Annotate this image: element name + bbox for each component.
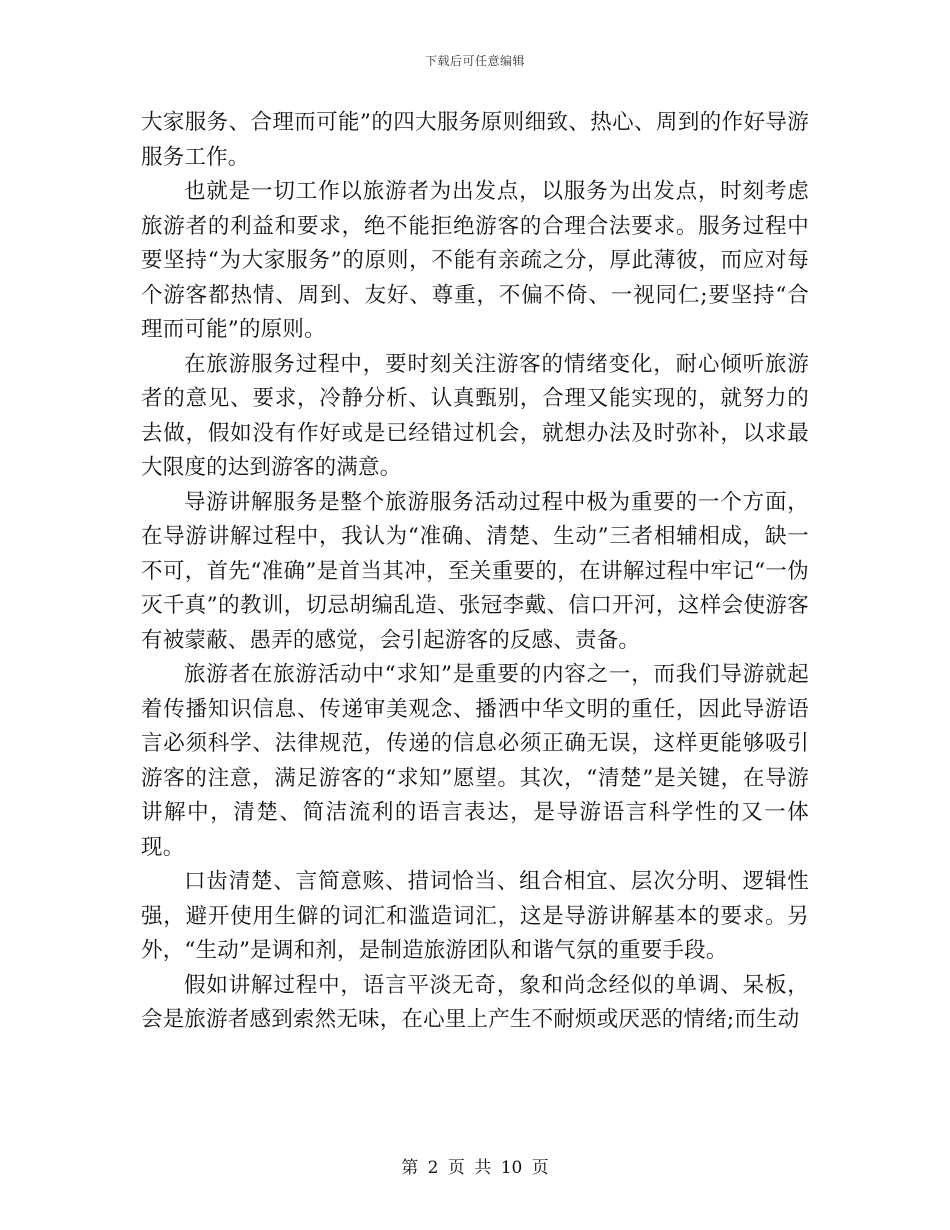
paragraph-2: 也就是一切工作以旅游者为出发点，以服务为出发点，时刻考虑旅游者的利益和要求，绝不能拒绝游客的合理合法要求。服务过程中要坚持“为大家服务”的原则，不能有亲疏之分，厚此薄彼，而应对每个游客都热情、周到、友好、尊重，不偏不倚、一视同仁;要坚持“合理而可能”的原则。 [141, 179, 809, 342]
document-body [141, 106, 809, 1038]
paragraph-3: 在旅游服务过程中，要时刻关注游客的情绪变化，耐心倾听旅游者的意见、要求，冷静分析、认真甄别，合理又能实现的，就努力的去做，假如没有作好或是已经错过机会，就想办法及时弥补，以求最大限度的达到游客的满意。 [141, 351, 809, 480]
page-header-note: 下载后可任意编辑 [424, 54, 525, 68]
paragraph-7: 假如讲解过程中，语言平淡无奇，象和尚念经似的单调、呆板，会是旅游者感到索然无味，在心里上产生不耐烦或厌恶的情绪;而生动 [141, 972, 809, 1032]
paragraph-6: 口齿清楚、言简意赅、措词恰当、组合相宜、层次分明、逻辑性强，避开使用生僻的词汇和滥造词汇，这是导游讲解基本的要求。另外，“生动”是调和剂，是制造旅游团队和谐气氛的重要手段。 [141, 869, 809, 963]
page-number-footer: 第 2 页 共 10 页 [401, 1158, 549, 1178]
paragraph-1: 大家服务、合理而可能”的四大服务原则细致、热心、周到的作好导游服务工作。 [141, 110, 809, 170]
paragraph-4: 导游讲解服务是整个旅游服务活动过程中极为重要的一个方面，在导游讲解过程中，我认为“准确、清楚、生动”三者相辅相成，缺一不可，首先“准确”是首当其冲，至关重要的，在讲解过程中牢记“一伪灭千真”的教训，切忌胡编乱造、张冠李戴、信口开河，这样会使游客有被蒙蔽、愚弄的感觉，会引起游客的反感、责备。 [141, 489, 809, 653]
paragraph-5: 旅游者在旅游活动中“求知”是重要的内容之一，而我们导游就起着传播知识信息、传递审美观念、播洒中华文明的重任，因此导游语言必须科学、法律规范，传递的信息必须正确无误，这样更能够吸引游客的注意，满足游客的“求知”愿望。其次，“清楚”是关键，在导游讲解中，清楚、简洁流利的语言表达，是导游语言科学性的又一体现。 [141, 662, 809, 860]
